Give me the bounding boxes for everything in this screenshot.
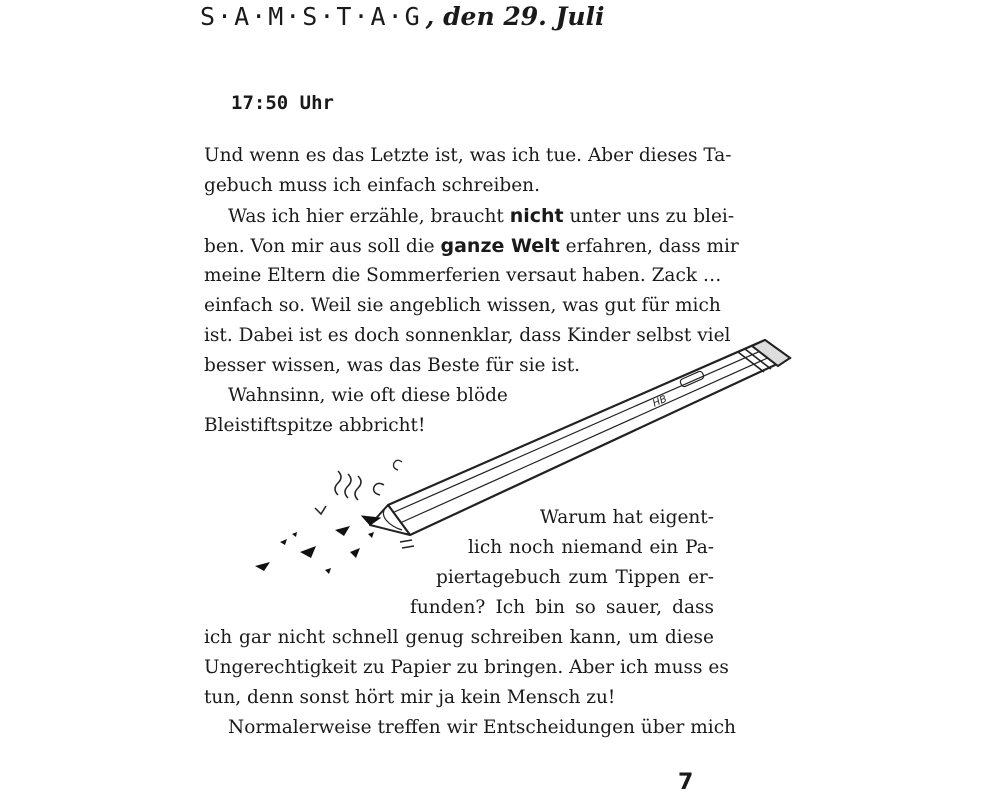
- text-run: Was ich hier erzähle, braucht: [228, 206, 510, 227]
- date-heading: , den 29. Juli: [425, 2, 605, 31]
- text-line: ich gar nicht schnell genug schreiben kann, um diese: [204, 627, 714, 648]
- text-line: gebuch muss ich einfach schreiben.: [204, 175, 540, 196]
- text-line: lich noch niemand ein Pa-: [468, 537, 714, 558]
- entry-time: 17:50 Uhr: [231, 92, 334, 114]
- text-line: piertagebuch zum Tippen er-: [436, 567, 714, 588]
- text-line: Und wenn es das Letzte ist, was ich tue. Aber dieses Ta-: [204, 145, 732, 166]
- text-line: Ungerechtigkeit zu Papier zu bringen. Aber ich muss es: [204, 657, 729, 678]
- text-line: Bleistiftspitze abbricht!: [204, 415, 426, 436]
- pencil-label: HB: [651, 393, 669, 410]
- text-line: meine Eltern die Sommerferien versaut haben. Zack …: [204, 265, 722, 286]
- text-line: einfach so. Weil sie angeblich wissen, was gut für mich: [204, 295, 721, 316]
- text-line: Warum hat eigent-: [539, 507, 714, 528]
- text-line-emphasis-nicht: [228, 201, 734, 232]
- page-header: [200, 2, 605, 31]
- text-line: ist. Dabei ist es doch sonnenklar, dass Kinder selbst viel: [204, 325, 731, 346]
- text-line: funden? Ich bin so sauer, dass: [410, 597, 714, 618]
- handwritten-phrase: ganze Welt: [440, 235, 560, 257]
- page-number: 7: [678, 770, 694, 795]
- text-line: besser wissen, was das Beste für sie ist.: [204, 355, 581, 376]
- text-run: unter uns zu blei-: [563, 206, 735, 227]
- text-line-emphasis-welt: [204, 231, 739, 262]
- pencil-icon: [240, 320, 810, 590]
- text-line: Wahnsinn, wie oft diese blöde: [228, 385, 508, 406]
- weekday-heading: S·A·M·S·T·A·G: [200, 2, 422, 31]
- text-run: erfahren, dass mir: [559, 236, 739, 257]
- text-line: tun, denn sonst hört mir ja kein Mensch zu!: [204, 687, 616, 708]
- text-line: Normalerweise treffen wir Entscheidungen über mich: [228, 717, 736, 738]
- text-run: ben. Von mir aus soll die: [204, 236, 441, 257]
- handwritten-word: nicht: [509, 205, 564, 227]
